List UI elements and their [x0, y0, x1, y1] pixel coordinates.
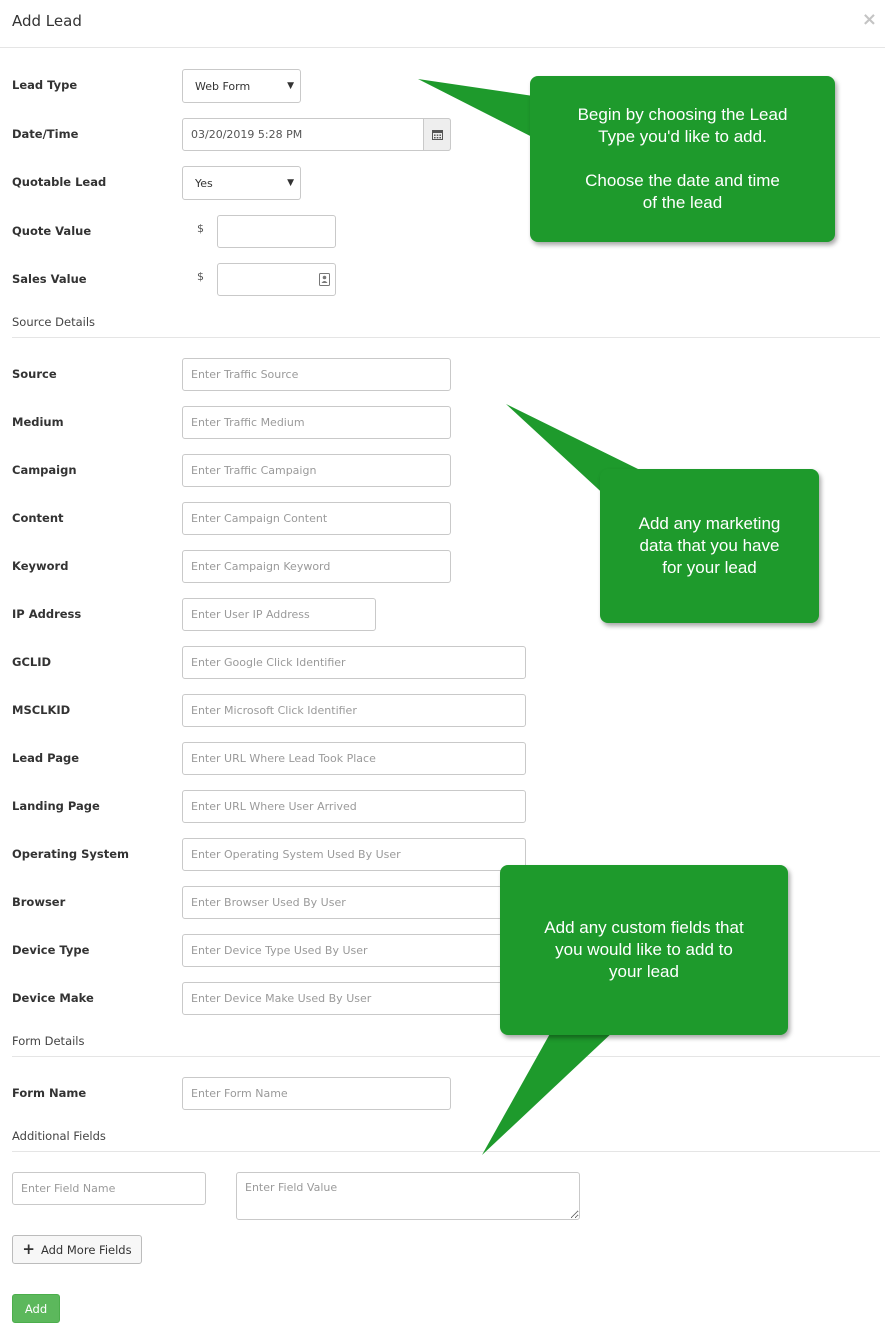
section-form-details: Form Details [12, 1034, 85, 1048]
currency-symbol: $ [197, 270, 204, 283]
landing-page-label: Landing Page [12, 799, 100, 813]
datetime-value: 03/20/2019 5:28 PM [191, 128, 303, 141]
lead-type-value: Web Form [195, 79, 251, 93]
callout-lead-type [530, 76, 835, 242]
callout-tail-custom [482, 1030, 615, 1155]
content-label: Content [12, 511, 64, 525]
keyword-label: Keyword [12, 559, 69, 573]
modal-title: Add Lead [12, 12, 82, 30]
browser-label: Browser [12, 895, 66, 909]
callout-line: Type you'd like to add. [598, 127, 767, 146]
campaign-label: Campaign [12, 463, 77, 477]
callout-line: for your lead [662, 558, 757, 577]
callout-line: your lead [609, 962, 679, 981]
device-type-label: Device Type [12, 943, 90, 957]
sales-value-label: Sales Value [12, 272, 87, 286]
source-label: Source [12, 367, 57, 381]
quotable-value: Yes [195, 176, 213, 190]
chevron-down-icon: ▼ [287, 81, 294, 91]
callout-line: Add any custom fields that [544, 918, 744, 937]
section-additional-fields: Additional Fields [12, 1129, 106, 1143]
add-button[interactable]: Add [12, 1294, 60, 1323]
plus-icon: + [22, 1240, 35, 1258]
medium-label: Medium [12, 415, 64, 429]
callout-custom [500, 865, 788, 1035]
msclkid-label: MSCLKID [12, 703, 71, 717]
gclid-label: GCLID [12, 655, 52, 669]
device-make-label: Device Make [12, 991, 94, 1005]
add-more-fields-label: Add More Fields [40, 1242, 132, 1257]
section-source-details: Source Details [12, 315, 96, 329]
quotable-label: Quotable Lead [12, 175, 107, 189]
close-icon[interactable]: × [861, 9, 877, 30]
operating-system-label: Operating System [12, 847, 130, 861]
callout-line: Choose the date and time [585, 171, 780, 190]
ip-address-label: IP Address [12, 607, 82, 621]
form-name-label: Form Name [12, 1086, 87, 1100]
lead-type-label: Lead Type [12, 78, 78, 92]
callout-line: Add any marketing [638, 514, 781, 533]
datetime-label: Date/Time [12, 127, 79, 141]
callout-line: data that you have [639, 536, 780, 555]
callout-tail-lead-type [418, 79, 542, 142]
callout-line: you would like to add to [555, 940, 733, 959]
lead-page-label: Lead Page [12, 751, 80, 765]
quote-value-label: Quote Value [12, 224, 92, 238]
callout-line: of the lead [642, 193, 723, 212]
callout-marketing [600, 469, 819, 623]
callout-line: Begin by choosing the Lead [577, 105, 788, 124]
chevron-down-icon: ▼ [287, 178, 294, 188]
currency-symbol: $ [197, 222, 204, 235]
